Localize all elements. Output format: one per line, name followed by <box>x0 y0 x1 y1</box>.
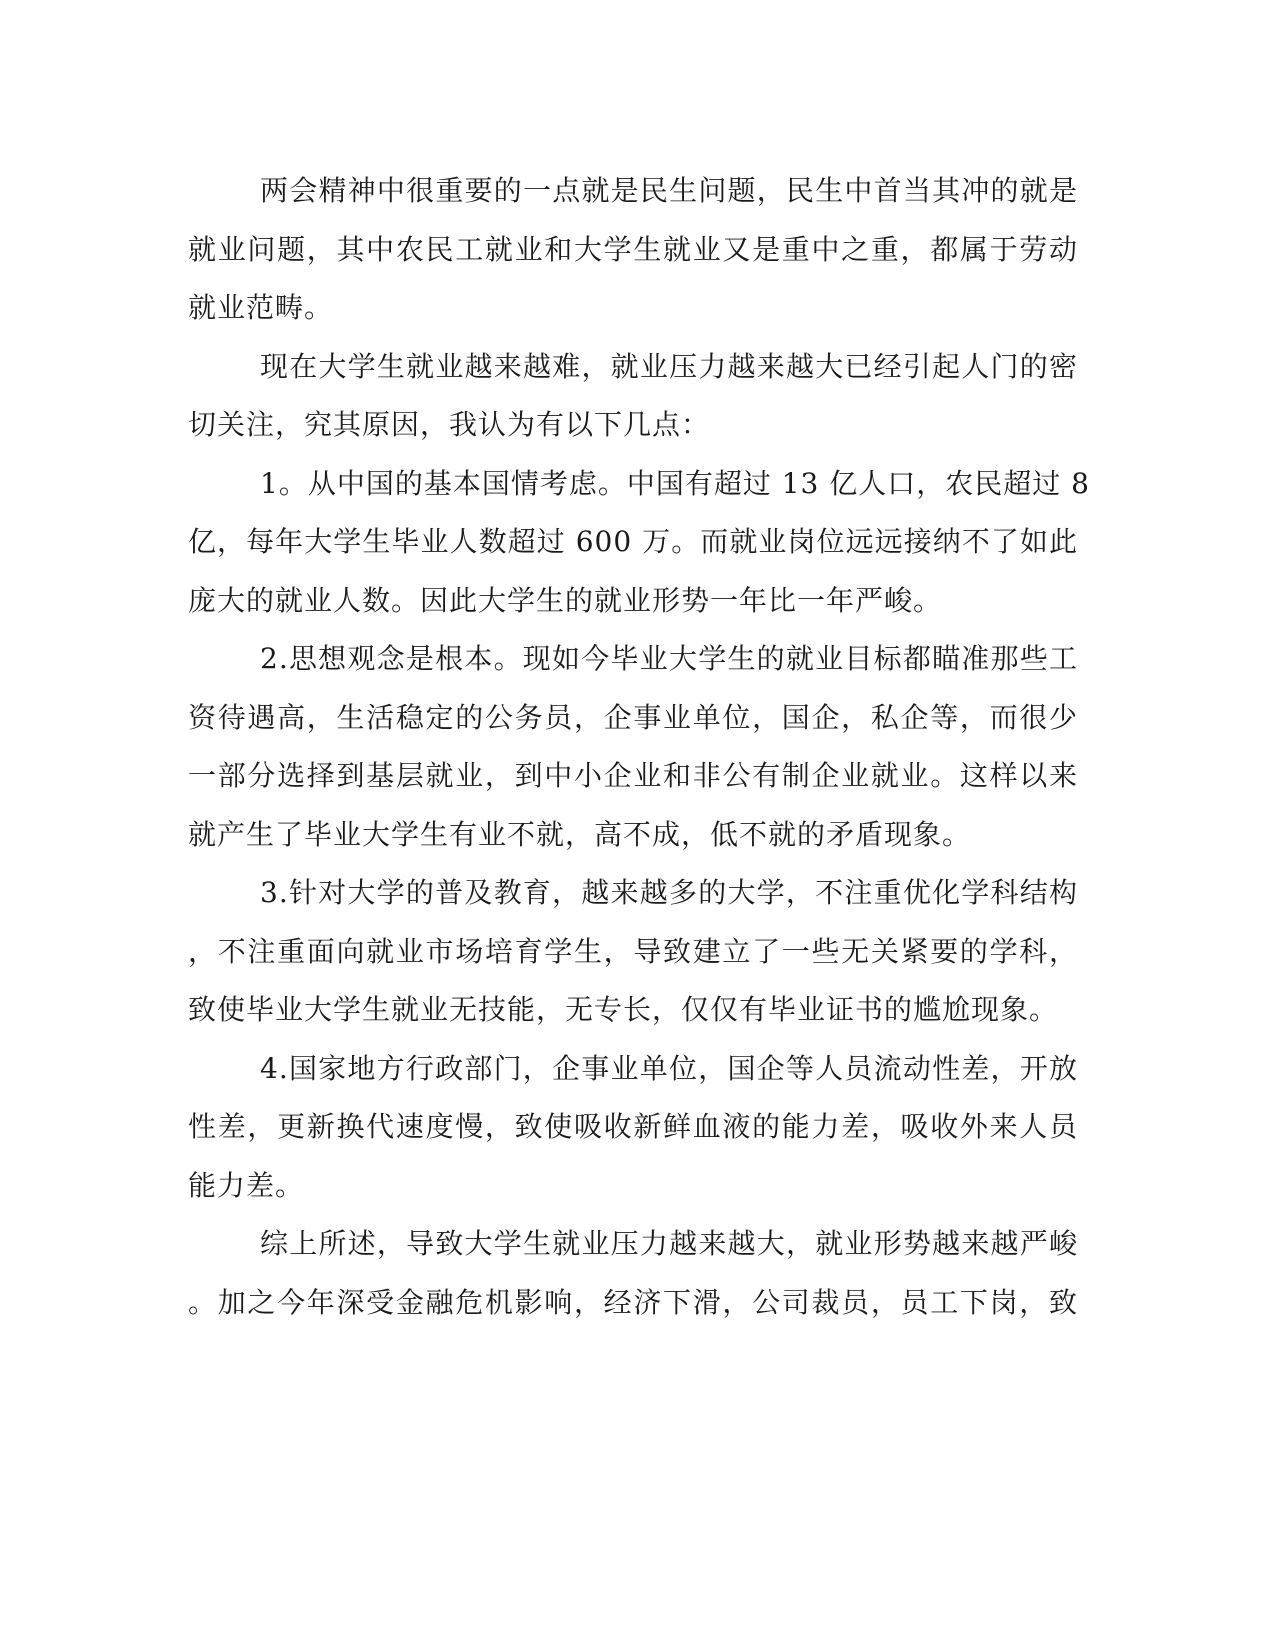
text-line: 亿，每年大学生毕业人数超过 600 万。而就业岗位远远接纳不了如此 <box>188 525 1078 558</box>
text-line: 庞大的就业人数。因此大学生的就业形势一年比一年严峻。 <box>188 583 943 617</box>
paragraph-3 <box>188 455 1090 631</box>
text-line: 就产生了毕业大学生有业不就，高不成，低不就的矛盾现象。 <box>188 817 972 851</box>
text-line: 资待遇高，生活稳定的公务员，企事业单位，国企，私企等，而很少 <box>188 700 1078 734</box>
text-line: 就业问题，其中农民工就业和大学生就业又是重中之重，都属于劳动 <box>188 232 1078 266</box>
paragraph-5 <box>188 864 1078 1040</box>
text-line: ，不注重面向就业市场培育学生，导致建立了一些无关紧要的学科， <box>188 934 1078 968</box>
text-line: 性差，更新换代速度慢，致使吸收新鲜血液的能力差，吸收外来人员 <box>188 1110 1078 1143</box>
paragraph-1 <box>188 162 1078 338</box>
document-body <box>188 162 1090 1332</box>
paragraph-2 <box>188 338 1078 455</box>
text-line: 致使毕业大学生就业无技能，无专长，仅仅有毕业证书的尴尬现象。 <box>188 993 1059 1026</box>
paragraph-4 <box>188 630 1078 864</box>
text-line: 现在大学生就业越来越难，就业压力越来越大已经引起人门的密 <box>260 349 1078 383</box>
paragraph-6 <box>188 1040 1078 1216</box>
text-line: 能力差。 <box>188 1168 305 1202</box>
text-line: 。加之今年深受金融危机影响，经济下滑，公司裁员，员工下岗，致 <box>188 1285 1078 1319</box>
text-line: 切关注，究其原因，我认为有以下几点： <box>188 408 711 441</box>
paragraph-7 <box>188 1215 1078 1332</box>
text-line: 一部分选择到基层就业，到中小企业和非公有制企业就业。这样以来 <box>188 759 1078 792</box>
text-line: 综上所述，导致大学生就业压力越来越大，就业形势越来越严峻 <box>260 1227 1078 1260</box>
text-line: 就业范畴。 <box>188 291 334 324</box>
text-line: 两会精神中很重要的一点就是民生问题，民生中首当其冲的就是 <box>260 174 1078 207</box>
text-line: 1。从中国的基本国情考虑。中国有超过 13 亿人口，农民超过 8 <box>260 466 1090 500</box>
text-line: 2.思想观念是根本。现如今毕业大学生的就业目标都瞄准那些工 <box>260 642 1078 675</box>
text-line: 4.国家地方行政部门，企事业单位，国企等人员流动性差，开放 <box>260 1051 1078 1085</box>
text-line: 3.针对大学的普及教育，越来越多的大学，不注重优化学科结构 <box>260 876 1078 909</box>
